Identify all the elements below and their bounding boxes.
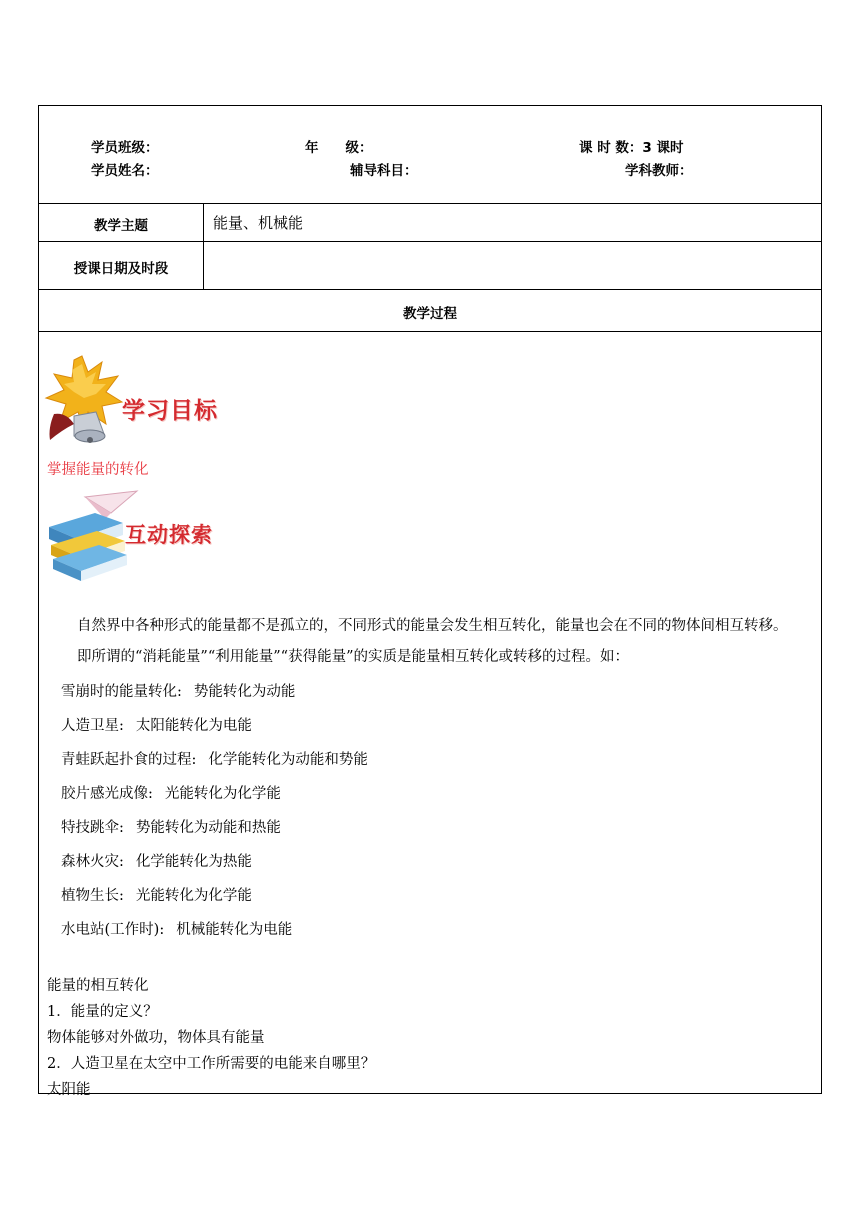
topic-value: 能量、机械能 — [213, 214, 304, 232]
list-item: 胶片感光成像: 光能转化为化学能 — [61, 786, 281, 802]
column-divider — [203, 204, 204, 241]
topic-label: 教学主题 — [94, 218, 148, 234]
answer-2: 太阳能 — [47, 1082, 91, 1098]
topic-row — [39, 204, 821, 242]
objective-text: 掌握能量的转化 — [47, 462, 149, 478]
lesson-body — [39, 332, 821, 1098]
teacher-label: 学科教师： — [625, 163, 693, 179]
intro-line-2: 即所谓的“消耗能量”“利用能量”“获得能量”的实质是能量相互转化或转移的过程。如： — [77, 649, 629, 665]
list-item: 人造卫星: 太阳能转化为电能 — [61, 718, 252, 734]
header-row — [39, 106, 821, 204]
list-item: 青蛙跃起扑食的过程: 化学能转化为动能和势能 — [61, 752, 368, 768]
date-label: 授课日期及时段 — [73, 261, 169, 277]
question-1: 1．能量的定义？ — [47, 1004, 158, 1020]
explore-banner-title: 互动探索 — [125, 523, 213, 547]
goal-banner — [44, 354, 224, 446]
list-item: 水电站(工作时): 机械能转化为电能 — [61, 922, 293, 938]
question-2: 2．人造卫星在太空中工作所需要的电能来自哪里？ — [47, 1056, 376, 1072]
process-row — [39, 290, 821, 332]
intro-line-1: 自然界中各种形式的能量都不是孤立的，不同形式的能量会发生相互转化，能量也会在不同的物体间相互转移。 — [77, 618, 788, 634]
subject-label: 辅导科目： — [350, 163, 418, 179]
list-item: 特技跳伞: 势能转化为动能和热能 — [61, 820, 281, 836]
column-divider — [203, 242, 204, 289]
goal-banner-title: 学习目标 — [122, 398, 218, 424]
maple-leaf-bell-icon — [44, 354, 124, 446]
hours-label: 课 时 数：3 课时 — [579, 140, 684, 156]
list-item: 森林火灾: 化学能转化为热能 — [61, 854, 252, 870]
class-label: 学员班级： — [91, 140, 159, 156]
lesson-plan-table — [38, 105, 822, 1098]
list-item: 雪崩时的能量转化: 势能转化为动能 — [61, 684, 296, 700]
list-item: 植物生长: 光能转化为化学能 — [61, 888, 252, 904]
explore-banner — [45, 489, 225, 584]
answer-1: 物体能够对外做功，物体具有能量 — [47, 1030, 265, 1046]
qa-heading: 能量的相互转化 — [47, 978, 149, 994]
student-name-label: 学员姓名： — [91, 163, 159, 179]
grade-label: 年 级： — [305, 140, 373, 156]
process-title: 教学过程 — [403, 306, 457, 322]
date-row — [39, 242, 821, 290]
